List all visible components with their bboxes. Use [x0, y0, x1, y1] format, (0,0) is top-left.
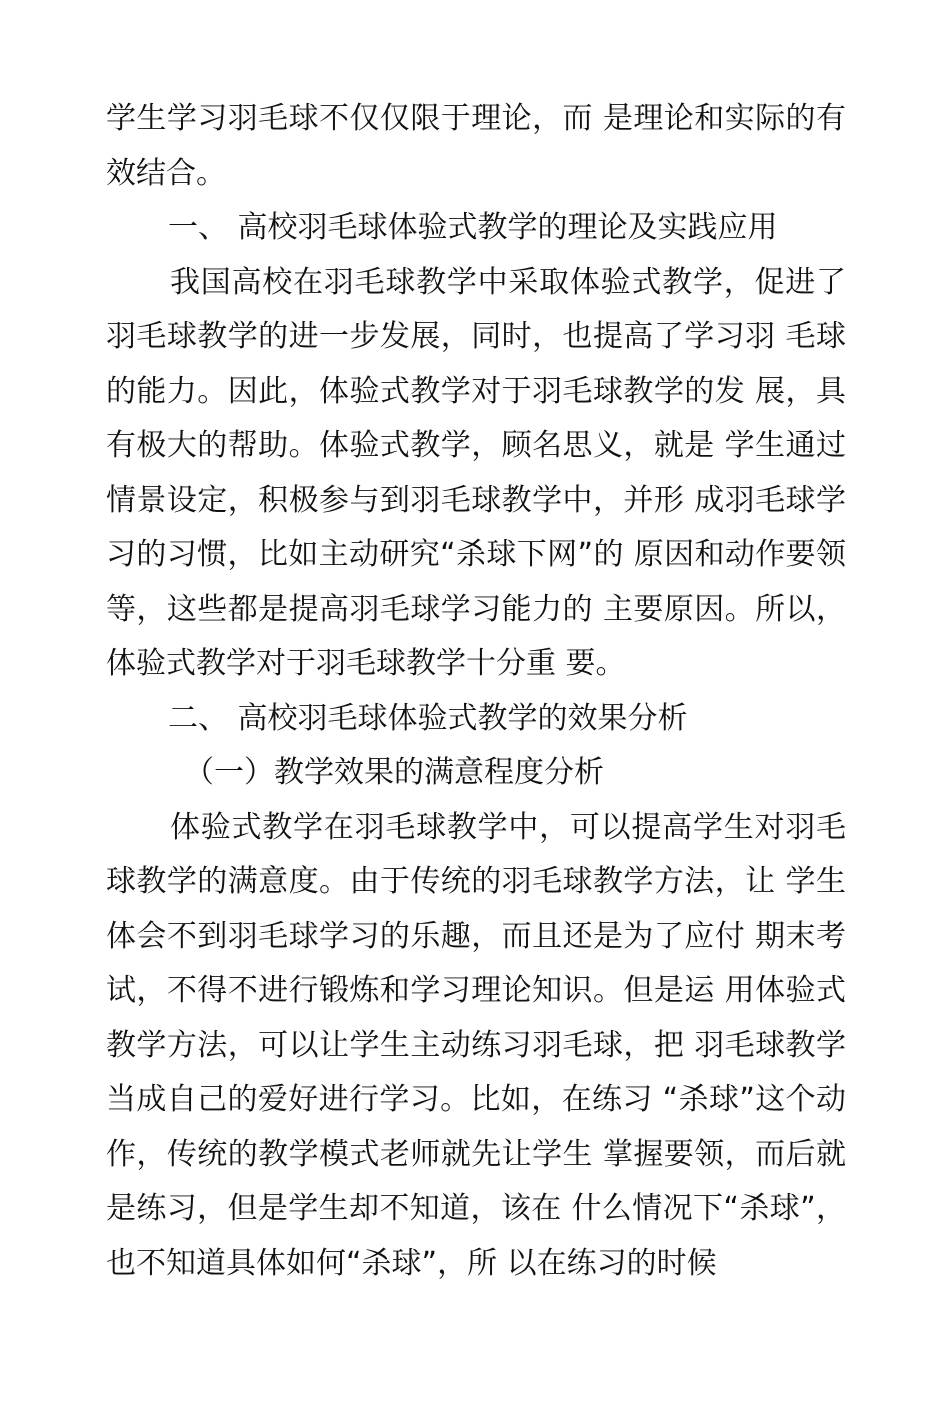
section-heading-2: 二、 高校羽毛球体验式教学的效果分析	[168, 700, 688, 736]
body-paragraph-continuation: 学生学习羽毛球不仅仅限于理论，而 是理论和实际的有效结合。	[106, 101, 846, 191]
subsection-heading-1: （一）教学效果的满意程度分析	[184, 755, 604, 790]
section-heading-1: 一、 高校羽毛球体验式教学的理论及实践应用	[168, 210, 778, 245]
body-paragraph-1: 我国高校在羽毛球教学中采取体验式教学，促进了羽毛球教学的进一步发展，同时，也提高了学习羽 毛球的能力。因此，体验式教学对于羽毛球教学的发 展，具有极大的帮助。体验式教学，顾名思义，就是 学生通过情景设定，积极参与到羽毛球教学中，并形 成羽毛球学习的习惯，比如主动研究“杀球下网”的 原因和动作要领等，这些都是提高羽毛球学习能力的 主要原因。所以，体验式教学对于羽毛球教学十分重 要。	[106, 264, 846, 681]
body-paragraph-2: 体验式教学在羽毛球教学中，可以提高学生对羽毛球教学的满意度。由于传统的羽毛球教学方法，让 学生体会不到羽毛球学习的乐趣，而且还是为了应付 期末考试，不得不进行锻炼和学习理论知识。但是运 用体验式教学方法，可以让学生主动练习羽毛球，把 羽毛球教学当成自己的爱好进行学习。比如，在练习 “杀球”这个动作，传统的教学模式老师就先让学生 掌握要领，而后就是练习，但是学生却不知道，该在 什么情况下“杀球”，也不知道具体如何“杀球”，所 以在练习的时候	[106, 809, 846, 1281]
